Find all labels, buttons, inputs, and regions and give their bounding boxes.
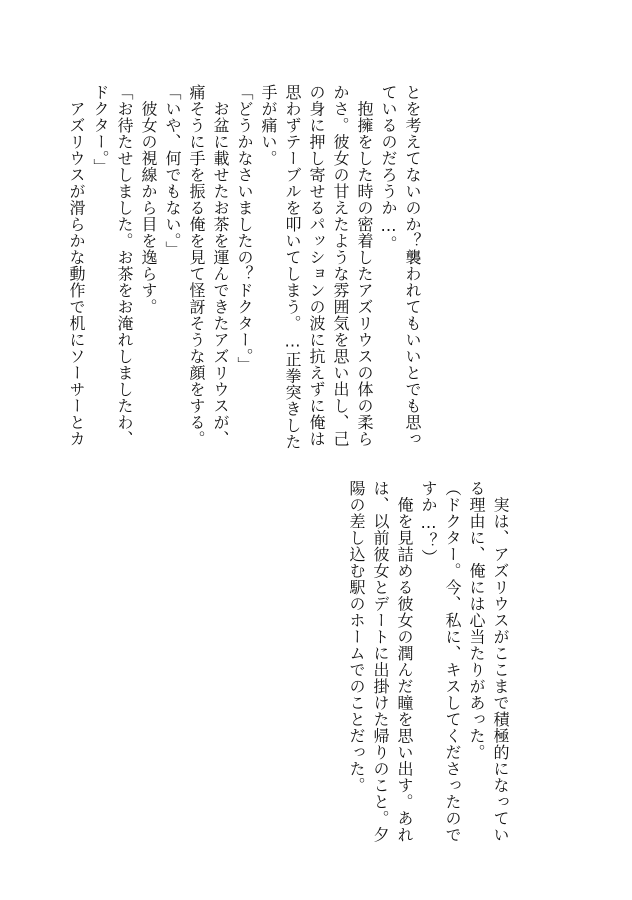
text-line: 実は、アズリウスがここまで積極的になってい [491,480,510,843]
text-line: 痛そうに手を振る俺を見て怪訝そうな顔をする。 [187,84,206,447]
text-line: 俺を見詰める彼女の潤んだ瞳を思い出す。あれ [395,480,414,843]
text-line: ドクター。」 [91,84,110,175]
lower-text-block [347,480,512,843]
text-line: 「どうかなさいましたの？ドクター。」 [235,84,254,373]
text-line: とを考えてないのか？襲われてもいいとでも思っ [403,84,422,447]
text-line: すか…？） [419,480,438,566]
text-line: 抱擁をした時の密着したアズリウスの体の柔ら [355,84,374,447]
text-line: 手が痛い。 [259,84,278,167]
text-line: 思わずテーブルを叩いてしまう。…正拳突きした [283,84,302,450]
text-line: 「お待たせしました。お茶をお淹れしましたわ、 [115,84,134,447]
text-line: かさ。彼女の甘えたような雰囲気を思い出し、己 [331,84,350,447]
text-line: の身に押し寄せるパッションの波に抗えずに俺は [307,84,326,447]
text-line: ているのだろうか…。 [379,84,398,252]
text-line: 彼女の視線から目を逸らす。 [139,84,158,315]
text-line: アズリウスが滑らかな動作で机にソーサーとカ [67,84,86,447]
upper-text-block [64,84,424,450]
text-line: お盆に載せたお茶を運んできたアズリウスが、 [211,84,230,447]
text-line: （ドクター。今、私に、キスしてくださったので [443,480,462,843]
text-line: 「いや、何でもない。」 [163,84,182,258]
text-line: は、以前彼女とデートに出掛けた帰りのこと。夕 [371,480,390,843]
text-line: 陽の差し込む駅のホームでのことだった。 [347,480,366,794]
text-line: る理由に、俺には心当たりがあった。 [467,480,486,761]
